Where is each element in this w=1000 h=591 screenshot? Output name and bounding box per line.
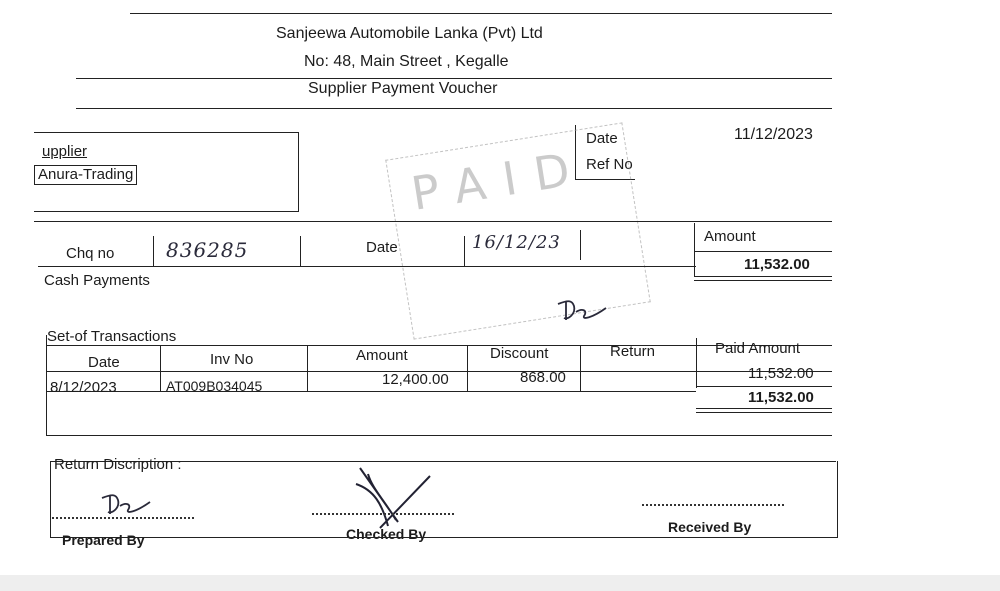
col-header-amount: Amount xyxy=(356,347,408,364)
prepared-signature xyxy=(98,492,154,520)
initials-signature xyxy=(554,298,610,326)
chq-no-value: 836285 xyxy=(166,238,249,262)
supplier-name: Anura-Trading xyxy=(34,165,137,185)
cheque-divider-4 xyxy=(580,230,581,260)
header-rule xyxy=(76,78,832,79)
paid-row-rule xyxy=(696,386,832,387)
cheque-top-rule xyxy=(34,221,832,222)
total-underline-1 xyxy=(696,408,832,409)
col-divider-2 xyxy=(307,345,308,391)
company-address: No: 48, Main Street , Kegalle xyxy=(304,53,509,70)
col-header-inv-no: Inv No xyxy=(210,351,254,368)
total-underline-2 xyxy=(696,412,832,413)
row-inv-no: AT009B034045 xyxy=(166,378,263,394)
supplier-label: upplier xyxy=(42,143,88,160)
company-name: Sanjeewa Automobile Lanka (Pvt) Ltd xyxy=(276,25,543,42)
row-amount: 12,400.00 xyxy=(382,371,449,388)
document-title: Supplier Payment Voucher xyxy=(308,80,498,97)
cheque-amount: 11,532.00 xyxy=(744,256,810,273)
chq-date-label: Date xyxy=(366,239,398,256)
title-rule xyxy=(76,108,832,109)
row-discount: 868.00 xyxy=(520,369,566,386)
setoff-label: Set-of Transactions xyxy=(47,328,177,345)
amount-underline-1 xyxy=(694,276,832,277)
voucher-date: 11/12/2023 xyxy=(734,126,813,143)
paid-stamp-text: PAID xyxy=(407,139,592,221)
checked-by-label: Checked By xyxy=(346,526,427,542)
cheque-divider-3 xyxy=(464,236,465,266)
date-label: Date xyxy=(586,130,618,147)
cheque-bottom-rule xyxy=(38,266,696,267)
amount-label: Amount xyxy=(704,228,756,245)
cash-payments-label: Cash Payments xyxy=(44,272,150,289)
cheque-divider-1 xyxy=(153,236,154,266)
setoff-row-rule xyxy=(46,391,696,392)
row-date: 8/12/2023 xyxy=(50,379,117,396)
col-header-discount: Discount xyxy=(490,345,549,362)
setoff-total: 11,532.00 xyxy=(748,389,814,406)
col-divider-3 xyxy=(467,345,468,391)
col-divider-1 xyxy=(160,345,161,391)
col-divider-5 xyxy=(696,338,697,388)
checked-signature xyxy=(352,464,436,534)
paid-stamp xyxy=(385,122,651,339)
col-header-return: Return xyxy=(610,343,656,360)
setoff-bottom-rule xyxy=(46,435,832,436)
checked-dots xyxy=(312,513,454,515)
top-rule xyxy=(130,13,832,14)
chq-date-value: 16/12/23 xyxy=(472,232,561,253)
row-paid-amount: 11,532.00 xyxy=(748,365,814,382)
amount-underline-2 xyxy=(694,280,832,281)
cheque-divider-2 xyxy=(300,236,301,266)
prepared-by-label: Prepared By xyxy=(62,532,145,548)
received-by-label: Received By xyxy=(668,519,752,535)
col-header-date: Date xyxy=(88,354,120,371)
ref-no-label: Ref No xyxy=(586,156,633,173)
amount-divider xyxy=(694,223,695,277)
received-dots xyxy=(642,504,784,506)
col-divider-4 xyxy=(580,345,581,391)
bottom-rule xyxy=(50,537,838,538)
chq-no-label: Chq no xyxy=(66,245,115,262)
col-header-paid-amount: Paid Amount xyxy=(715,340,801,357)
return-description-label: Return Discription : xyxy=(54,456,182,473)
prepared-dots xyxy=(52,517,194,519)
amount-header-rule xyxy=(694,251,832,252)
